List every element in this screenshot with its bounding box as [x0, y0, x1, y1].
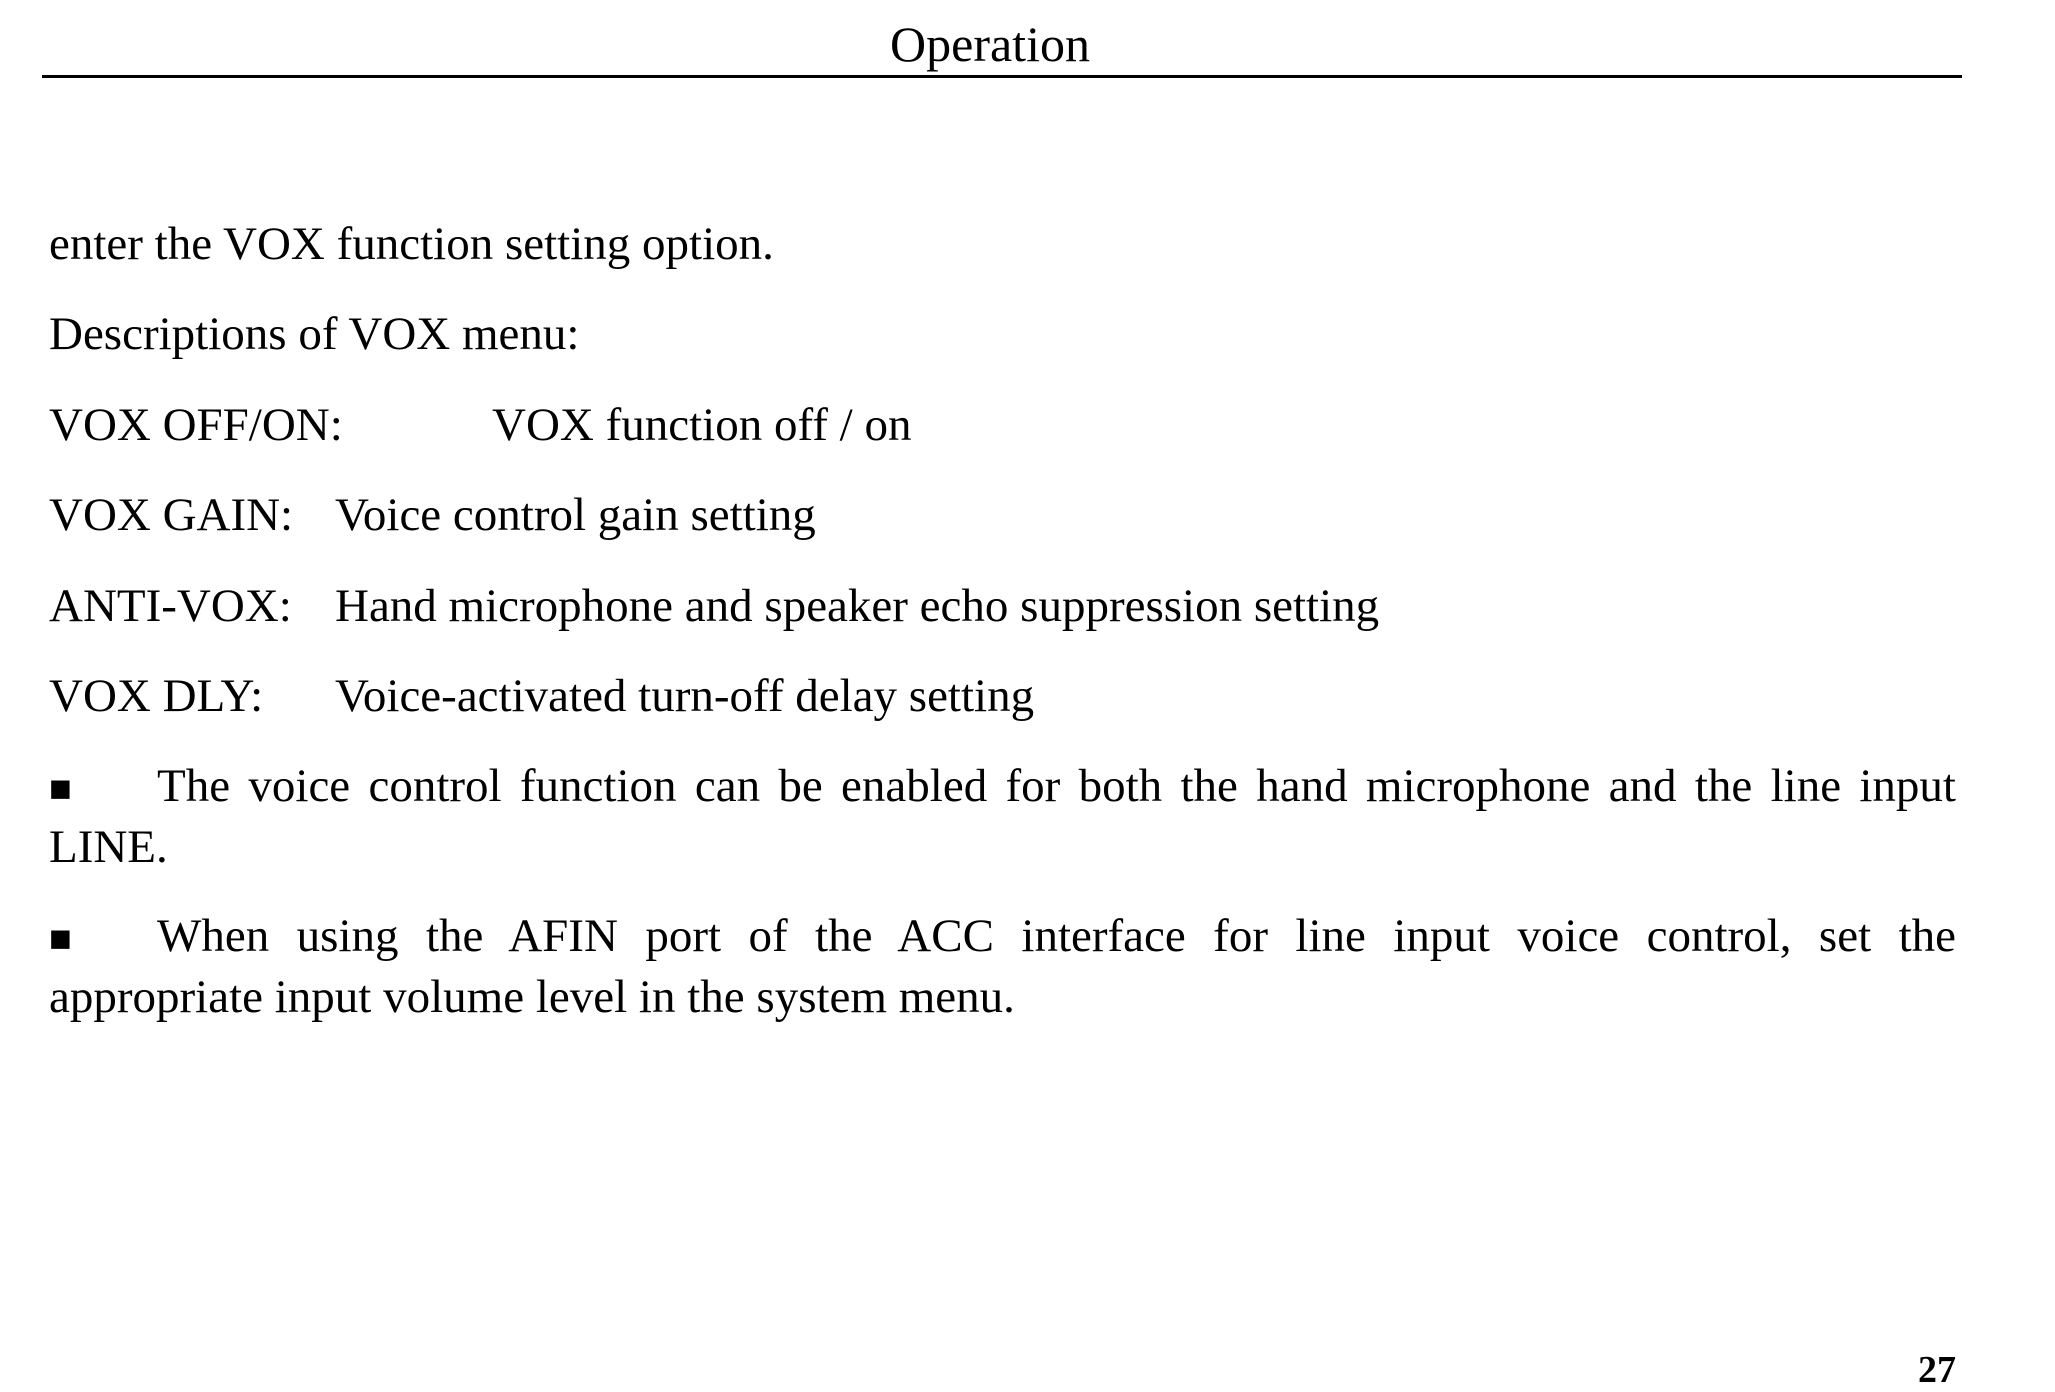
menu-item-vox-off-on: [49, 395, 1049, 455]
header-divider: [42, 75, 1962, 78]
menu-desc: Hand microphone and speaker echo suppression setting: [335, 580, 1380, 632]
menu-item-anti-vox: [49, 576, 1549, 636]
menu-term: VOX OFF/ON:: [49, 399, 343, 451]
note-first-line: [49, 907, 1956, 968]
menu-term: ANTI-VOX:: [49, 580, 292, 632]
menu-desc: Voice control gain setting: [335, 489, 816, 541]
note-paragraph: [49, 757, 1956, 876]
page-number: 27: [1918, 1349, 1956, 1391]
menu-item-vox-dly: [49, 666, 1249, 726]
square-bullet-icon: ■: [49, 768, 72, 810]
menu-term: VOX DLY:: [49, 670, 264, 722]
intro-line: enter the VOX function setting option.: [49, 218, 774, 270]
square-bullet-icon: ■: [49, 918, 72, 960]
menu-item-vox-gain: [49, 485, 1049, 545]
note-first-line: [49, 757, 1956, 818]
menu-heading: Descriptions of VOX menu:: [49, 308, 580, 360]
menu-term: VOX GAIN:: [49, 489, 294, 541]
note-paragraph: [49, 907, 1956, 1026]
note-text: When using the AFIN port of the ACC interface for line input voice control, set the: [157, 910, 1956, 962]
header-title: Operation: [890, 16, 1090, 72]
note-continuation: appropriate input volume level in the system menu.: [49, 971, 1015, 1023]
note-text: The voice control function can be enabled for both the hand microphone and the line input: [157, 760, 1956, 812]
menu-desc: VOX function off / on: [492, 399, 912, 451]
menu-desc: Voice-activated turn-off delay setting: [335, 670, 1035, 722]
note-continuation: LINE.: [49, 821, 168, 873]
